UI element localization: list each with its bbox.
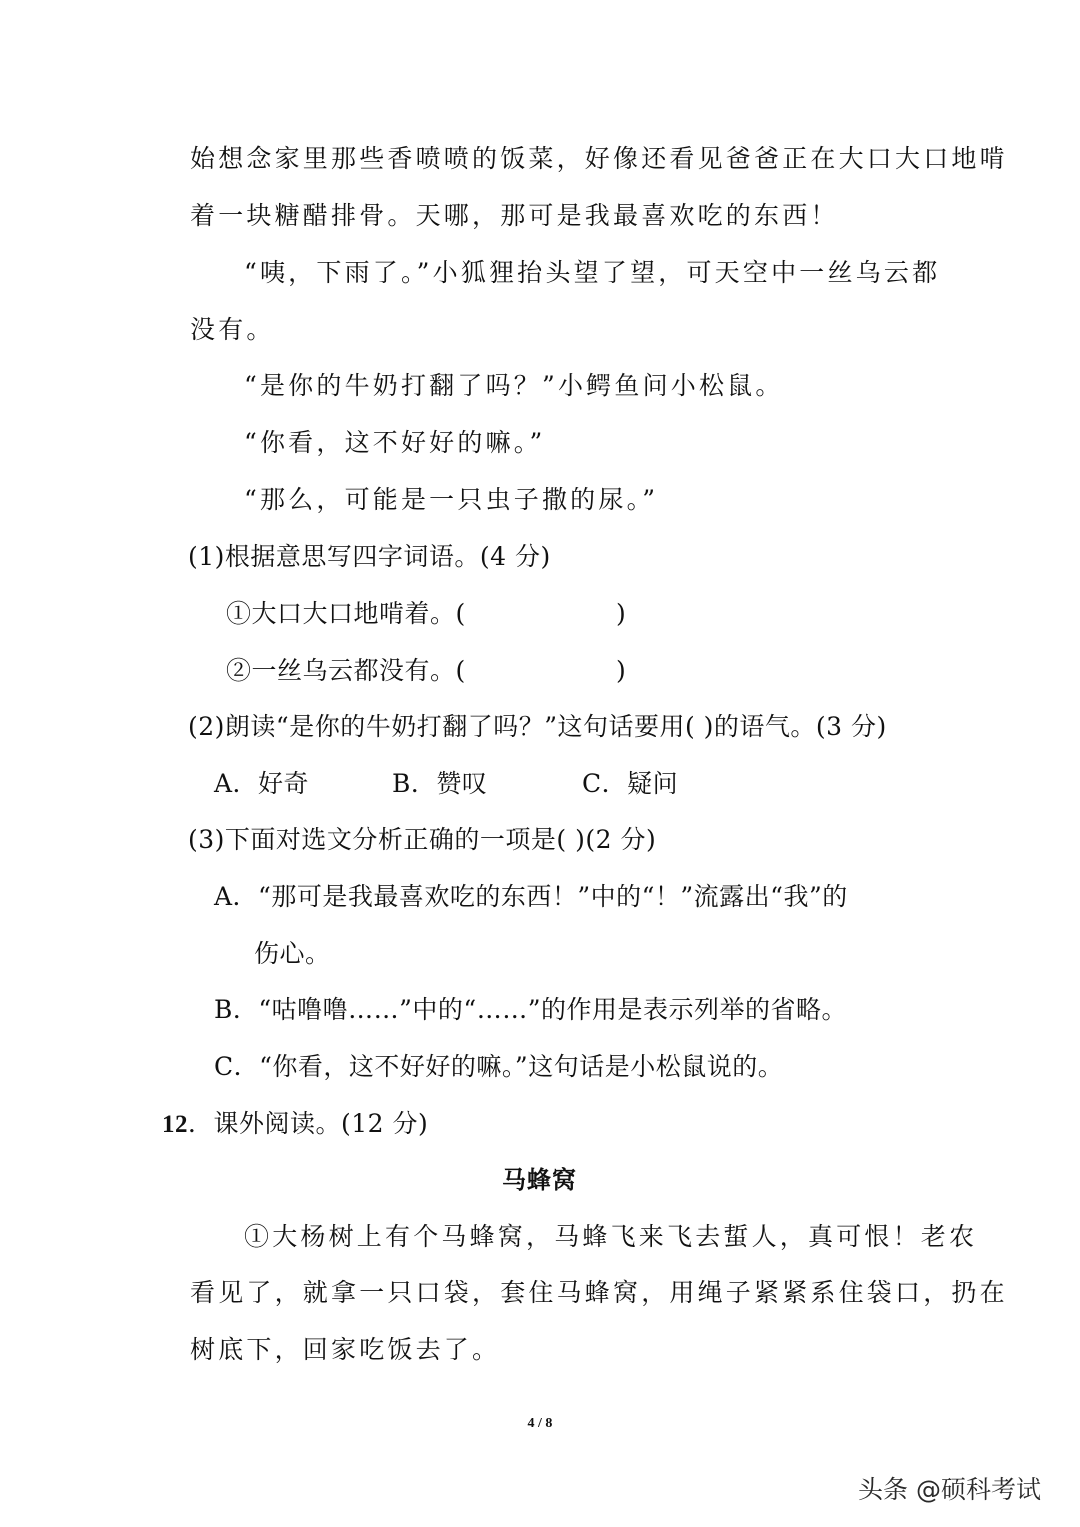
question-prompt: ．课外阅读。(12 分) bbox=[188, 1109, 429, 1138]
choice-option-a: A．好奇 bbox=[214, 769, 310, 798]
watermark: 头条 @硕科考试 bbox=[858, 1475, 1041, 1504]
passage-line: “是你的牛奶打翻了吗？”小鳄鱼问小松鼠。 bbox=[244, 371, 784, 400]
passage-line: 着一块糖醋排骨。天哪，那可是我最喜欢吃的东西！ bbox=[190, 201, 839, 230]
question-12-heading bbox=[162, 1107, 428, 1142]
choice-option-c: C．疑问 bbox=[582, 769, 679, 798]
choice-option-c: C．“你看，这不好好的嘛。”这句话是小松鼠说的。 bbox=[214, 1052, 784, 1081]
passage-line: “那么，可能是一只虫子撒的尿。” bbox=[244, 485, 659, 514]
passage-line: 没有。 bbox=[190, 315, 275, 344]
choice-option-b: B．赞叹 bbox=[392, 769, 488, 798]
page-number: 4 / 8 bbox=[527, 1416, 553, 1431]
subquestion-prompt: (1)根据意思写四字词语。(4 分) bbox=[188, 542, 551, 571]
choice-option-a: A．“那可是我最喜欢吃的东西！”中的“！”流露出“我”的 bbox=[214, 882, 848, 911]
passage-line: “你看，这不好好的嘛。” bbox=[244, 428, 546, 457]
reading-line: 树底下，回家吃饭去了。 bbox=[190, 1335, 501, 1364]
reading-title: 马蜂窝 bbox=[502, 1166, 577, 1194]
subquestion-prompt: (2)朗读“是你的牛奶打翻了吗？”这句话要用( )的语气。(3 分) bbox=[188, 712, 887, 741]
choice-option-b: B．“咕噜噜……”中的“……”的作用是表示列举的省略。 bbox=[214, 995, 847, 1024]
fill-item: ①大口大口地啃着。( bbox=[226, 599, 466, 628]
fill-blank-close: ) bbox=[616, 599, 627, 628]
choice-option-a-continued: 伤心。 bbox=[254, 939, 331, 968]
fill-blank-close: ) bbox=[616, 656, 627, 685]
reading-line: ①大杨树上有个马蜂窝，马蜂飞来飞去蜇人，真可恨！老农 bbox=[244, 1222, 978, 1251]
question-number: 12 bbox=[162, 1111, 188, 1138]
fill-item: ②一丝乌云都没有。( bbox=[226, 656, 466, 685]
reading-line: 看见了，就拿一只口袋，套住马蜂窝，用绳子紧紧系住袋口，扔在 bbox=[190, 1278, 1008, 1307]
passage-line: 始想念家里那些香喷喷的饭菜，好像还看见爸爸正在大口大口地啃 bbox=[190, 144, 1008, 173]
subquestion-prompt: (3)下面对选文分析正确的一项是( )(2 分) bbox=[188, 825, 657, 854]
passage-line: “咦，下雨了。”小狐狸抬头望了望，可天空中一丝乌云都 bbox=[244, 258, 941, 287]
